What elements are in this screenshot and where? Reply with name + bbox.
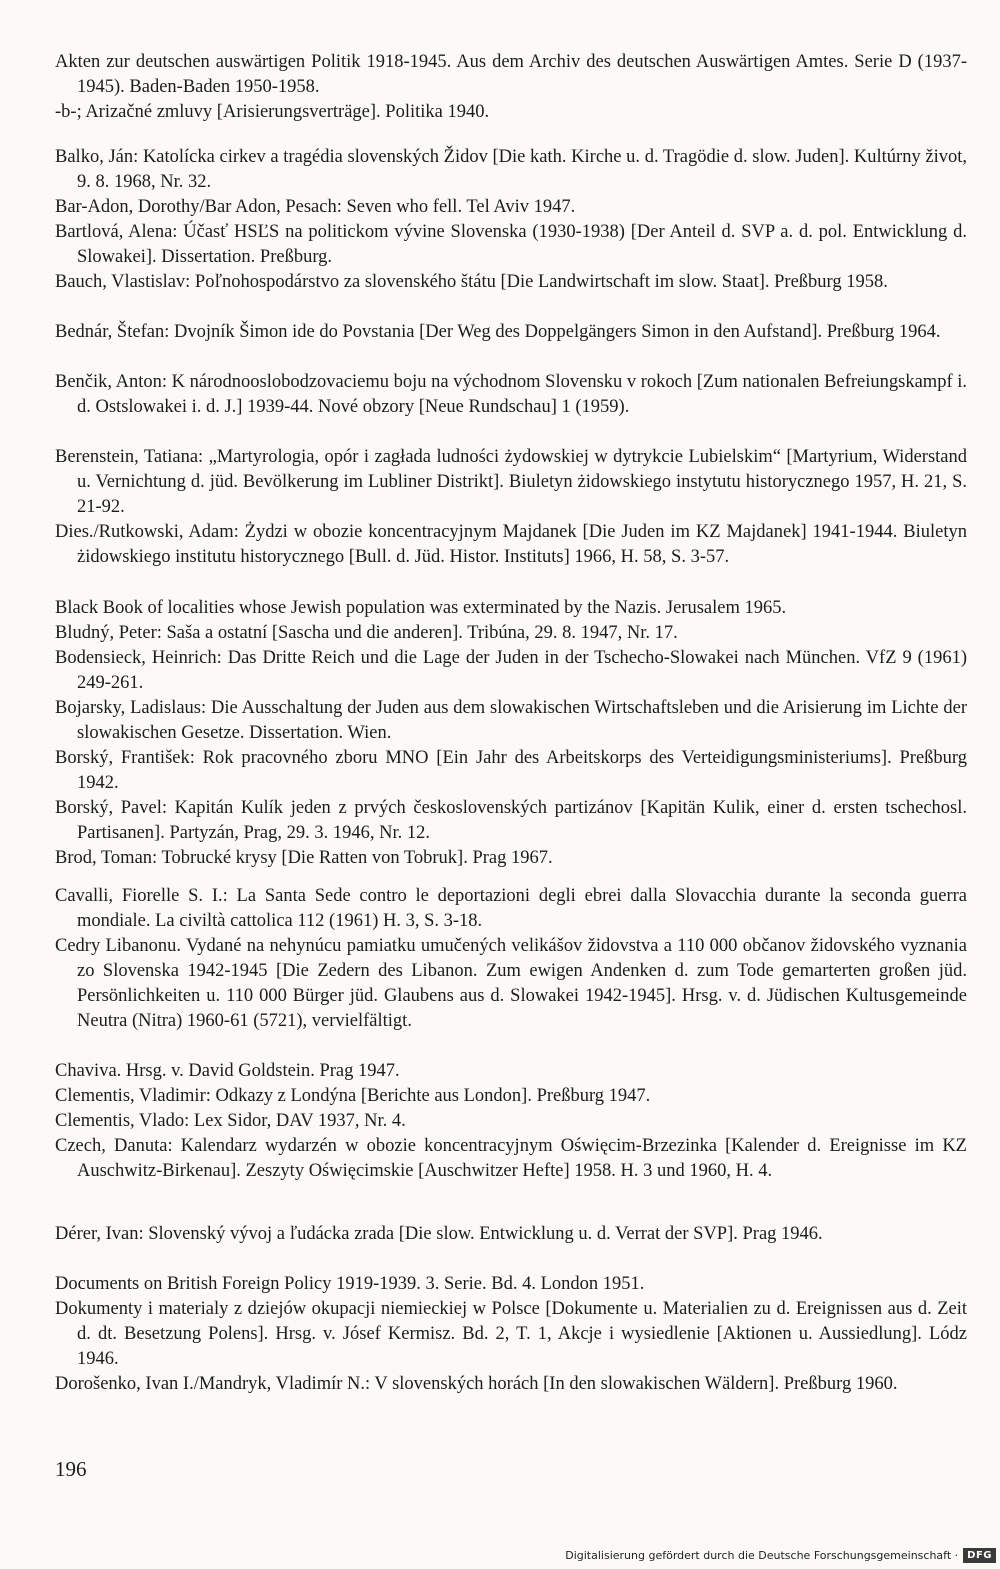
bibliography-entry: Borský, František: Rok pracovného zboru MNO [Ein Jahr des Arbeitskorps des Verteidigungsministeriums]. Preßburg 1942. <box>55 748 967 793</box>
bibliography-entry: Clementis, Vlado: Lex Sidor, DAV 1937, Nr. 4. <box>55 1111 406 1131</box>
bibliography-entry: Bartlová, Alena: Účasť HSĽS na politickom vývine Slovenska (1930-1938) [Der Anteil d. SVP a. d. pol. Entwicklung d. Slowakei]. Dissertation. Preßburg. <box>55 222 967 267</box>
bibliography-entry: Bludný, Peter: Saša a ostatní [Sascha und die anderen]. Tribúna, 29. 8. 1947, Nr. 17. <box>55 623 678 643</box>
bibliography-entry: Dokumenty i materialy z dziejów okupacji niemieckiej w Polsce [Dokumente u. Materialien zu d. Ereignissen aus d. Zeit d. dt. Besetzung Polens]. Hrsg. v. Jósef Kermisz. Bd. 2, T. 1, Akcje i wysiedlenie [Aktionen u. Aussiedlung]. Lódz 1946. <box>55 1299 967 1369</box>
bibliography-entry: Clementis, Vladimir: Odkazy z Londýna [Berichte aus London]. Preßburg 1947. <box>55 1086 651 1106</box>
bibliography-entry: Cedry Libanonu. Vydané na nehynúcu pamiatku umučených velikášov židovstva a 110 000 občanov židovského vyznania zo Slovenska 1942-1945 [Die Zedern des Libanon. Zum ewigen Andenken d. zum Tode gemarterten großen jüd. Persönlichkeiten u. 110 000 Bürger jüd. Glaubens aus d. Slowakei 1942-1945]. Hrsg. v. d. Jüdischen Kultusgemeinde Neutra (Nitra) 1960-61 (5721), vervielfältigt. <box>55 936 967 1031</box>
bibliography-entry: Borský, Pavel: Kapitán Kulík jeden z prvých československých partizánov [Kapitän Kulik, einer d. ersten tschechosl. Partisanen]. Partyzán, Prag, 29. 3. 1946, Nr. 12. <box>55 798 967 843</box>
bibliography-entry: Czech, Danuta: Kalendarz wydarzén w obozie koncentracyjnym Oświęcim-Brzezinka [Kalender d. Ereignisse im KZ Auschwitz-Birkenau]. Zeszyty Oświęcimskie [Auschwitzer Hefte] 1958. H. 3 und 1960, H. 4. <box>55 1136 967 1181</box>
bibliography-entry: Dorošenko, Ivan I./Mandryk, Vladimír N.: V slovenských horách [In den slowakischen Wäldern]. Preßburg 1960. <box>55 1374 898 1394</box>
bibliography-entry: Bojarsky, Ladislaus: Die Ausschaltung der Juden aus dem slowakischen Wirtschaftsleben und die Arisierung im Lichte der slowakischen Gesetze. Dissertation. Wien. <box>55 698 967 743</box>
bibliography-entry: Black Book of localities whose Jewish population was exterminated by the Nazis. Jerusalem 1965. <box>55 598 787 618</box>
bibliography-entry: Berenstein, Tatiana: „Martyrologia, opór i zagłada ludności żydowskiej w dytrykcie Lubielskim“ [Martyrium, Widerstand u. Vernichtung d. jüd. Bevölkerung im Lubliner Distrikt]. Biuletyn żidowskiego instytutu historycznego 1957, H. 21, S. 21-92. <box>55 447 967 517</box>
bibliography-entry: Balko, Ján: Katolícka cirkev a tragédia slovenských Židov [Die kath. Kirche u. d. Tragödie d. slow. Juden]. Kultúrny život, 9. 8. 1968, Nr. 32. <box>55 147 967 192</box>
bibliography-entry: Bauch, Vlastislav: Poľnohospodárstvo za slovenského štátu [Die Landwirtschaft im slow. Staat]. Preßburg 1958. <box>55 272 888 292</box>
bibliography-entry: Akten zur deutschen auswärtigen Politik 1918-1945. Aus dem Archiv des deutschen Auswärtigen Amtes. Serie D (1937-1945). Baden-Baden 1950-1958. <box>55 52 967 97</box>
dfg-logo-icon: DFG <box>963 1548 996 1563</box>
bibliography-entry: Bodensieck, Heinrich: Das Dritte Reich und die Lage der Juden in der Tschecho-Slowakei nach München. VfZ 9 (1961) 249-261. <box>55 648 967 693</box>
bibliography-entry: Dérer, Ivan: Slovenský vývoj a ľudácka zrada [Die slow. Entwicklung u. d. Verrat der SVP]. Prag 1946. <box>55 1224 823 1244</box>
bibliography-entry: -b-; Arizačné zmluvy [Arisierungsverträge]. Politika 1940. <box>55 102 490 122</box>
bibliography-entry: Cavalli, Fiorelle S. I.: La Santa Sede contro le deportazioni degli ebrei dalla Slovacchia durante la seconda guerra mondiale. La civiltà cattolica 112 (1961) H. 3, S. 3-18. <box>55 886 967 931</box>
page-number: 196 <box>55 1457 87 1481</box>
bibliography-entry: Dies./Rutkowski, Adam: Żydzi w obozie koncentracyjnym Majdanek [Die Juden im KZ Majdanek] 1941-1944. Biuletyn żidowskiego institutu historycznego [Bull. d. Jüd. Histor. Instituts] 1966, H. 58, S. 3-57. <box>55 522 967 567</box>
bibliography-entry: Bednár, Štefan: Dvojník Šimon ide do Povstania [Der Weg des Doppelgängers Simon in den Aufstand]. Preßburg 1964. <box>55 322 941 342</box>
digitization-footer <box>565 1545 996 1565</box>
bibliography-entry: Brod, Toman: Tobrucké krysy [Die Ratten von Tobruk]. Prag 1967. <box>55 848 553 868</box>
bibliography-entry: Documents on British Foreign Policy 1919-1939. 3. Serie. Bd. 4. London 1951. <box>55 1274 645 1294</box>
bibliography-entry: Chaviva. Hrsg. v. David Goldstein. Prag 1947. <box>55 1061 400 1081</box>
footer-text: Digitalisierung gefördert durch die Deutsche Forschungsgemeinschaft · <box>565 1548 959 1562</box>
bibliography-entry: Bar-Adon, Dorothy/Bar Adon, Pesach: Seven who fell. Tel Aviv 1947. <box>55 197 576 217</box>
bibliography-entry: Benčik, Anton: K národnooslobodzovaciemu boju na východnom Slovensku v rokoch [Zum nationalen Befreiungskampf i. d. Ostslowakei i. d. J.] 1939-44. Nové obzory [Neue Rundschau] 1 (1959). <box>55 372 967 417</box>
